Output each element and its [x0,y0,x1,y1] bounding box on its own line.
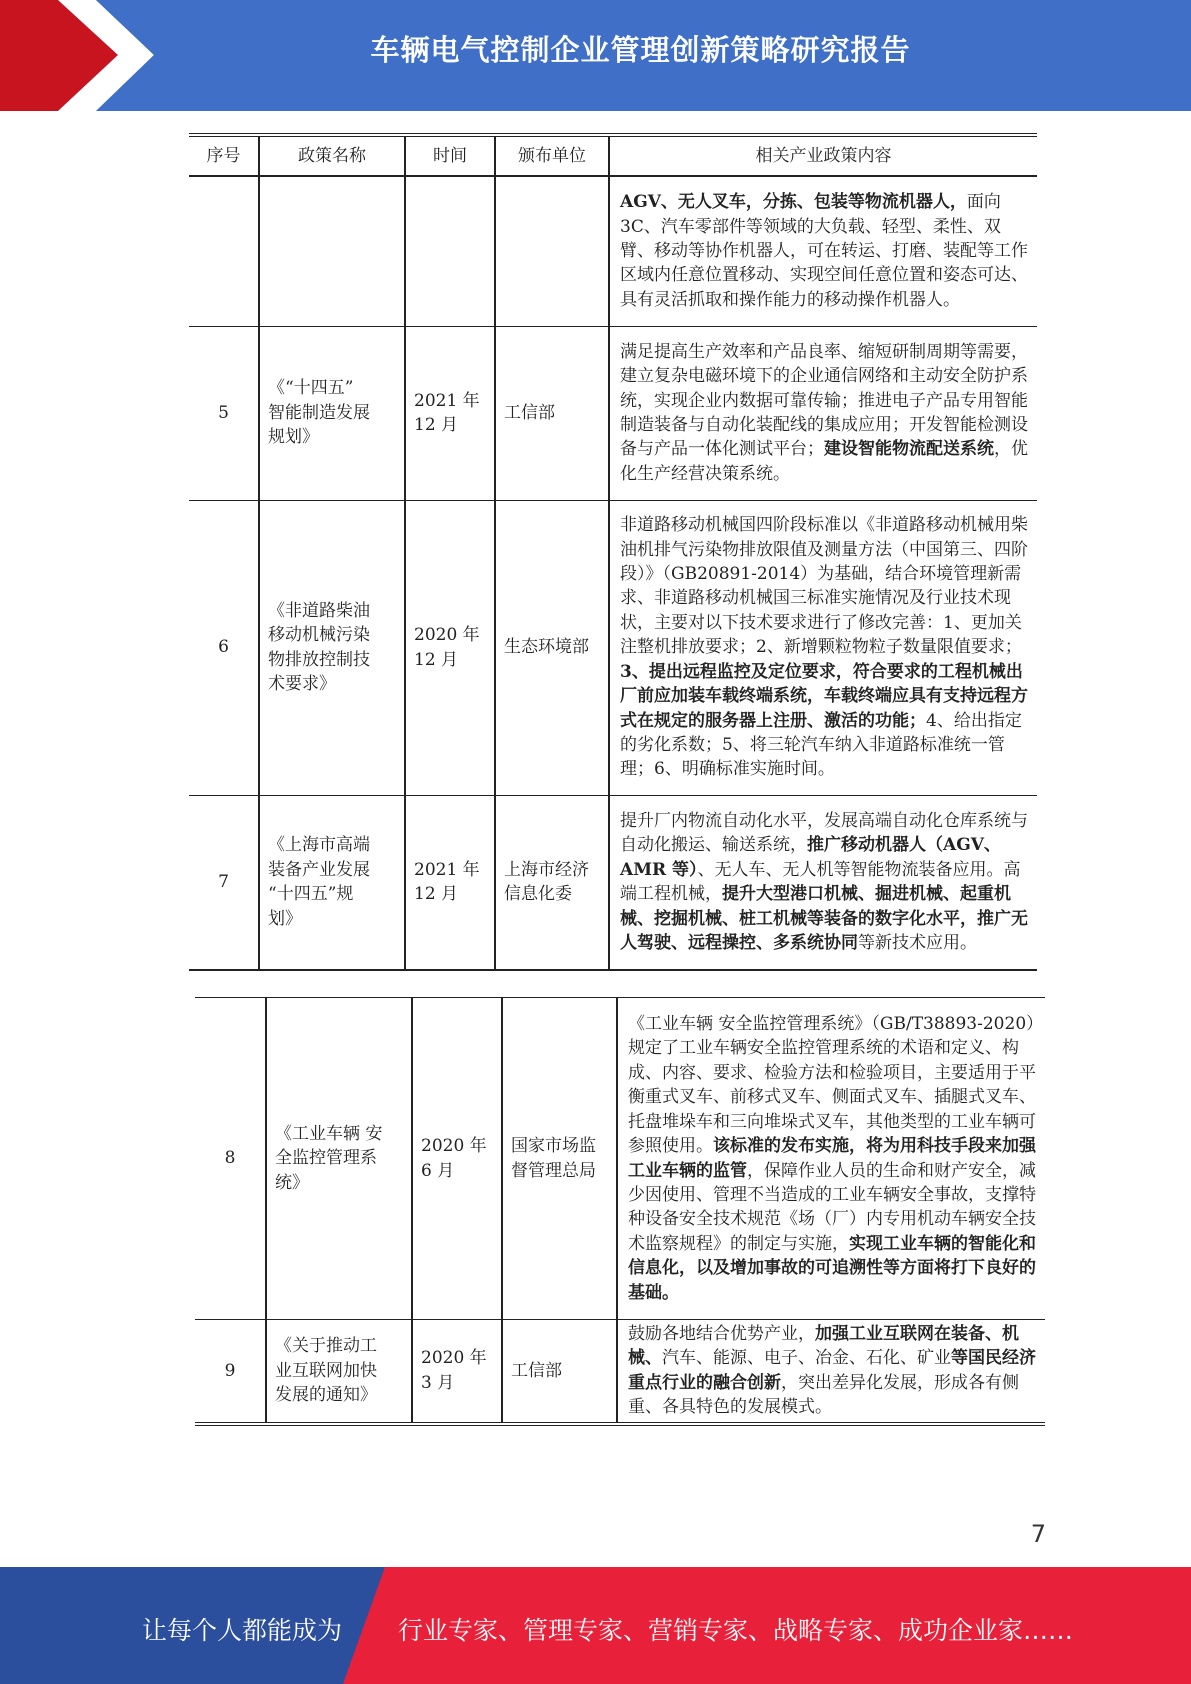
table-row [189,795,1037,970]
cell-issuer [502,998,617,1320]
cell-issuer-text: 国家市场监 督管理总局 [511,1136,596,1181]
cell-issuer-text: 工信部 [511,1360,562,1381]
content-text: 鼓励各地结合优势产业， [628,1324,815,1344]
table-row [195,998,1045,1320]
cell-time-text: 2021 年 12 月 [414,859,480,905]
content-text: 提升厂内物流自动化水平，发展高端自动化仓库系统与自动化搬运、输送系统， [620,811,1028,856]
header-serial: 序号 [189,135,259,176]
content-text: 非道路移动机械国四阶段标准以《非道路移动机械用柴油机排气污染物排放限值及测量方法（中国第三、四阶段）》（GB20891-2014）为基础，结合环境管理新需求、非道路移动机械国三标准实施情况及行业技术现状，主要对以下技术要求进行了修改完善：1、更加关注整机排放要求；2、新增颗粒物粒子数量限值要求； [620,515,1028,658]
policy-table-part2 [195,997,1045,1426]
table-row [195,1320,1045,1424]
cell-time [405,326,495,500]
footer-slogan-right: 行业专家、管理专家、营销专家、战略专家、成功企业家…… [398,1616,1074,1645]
content-emphasis: 实现工业车辆的智能化和信息化，以及增加事故的可追溯性等方面将打下良好的基础。 [628,1233,1036,1303]
cell-policy-content [609,326,1037,500]
cell-policy-name-text: 《“十四五” 智能制造发展 规划》 [268,378,370,448]
cell-time [412,998,502,1320]
content-emphasis: 推广移动机器人（AGV、AMR 等） [620,835,1001,880]
cell-issuer [502,1320,617,1424]
content-emphasis: 提升大型港口机械、掘进机械、起重机械、挖掘机械、桩工机械等装备的数字化水平，推广无人驾驶、远程操控、多系统协同 [620,884,1028,954]
cell-time-text: 2020 年 12 月 [414,625,480,670]
table-header-row [189,135,1037,176]
cell-policy-content [609,176,1037,326]
page-footer [0,1567,1191,1684]
cell-time [405,795,495,970]
cell-issuer-text: 上海市经济 信息化委 [504,859,589,905]
table-row [189,176,1037,326]
header-policy-name: 政策名称 [259,135,405,176]
content-emphasis: AGV、无人叉车，分拣、包装等物流机器人， [620,192,967,213]
cell-policy-content [609,795,1037,970]
cell-time [412,1320,502,1424]
cell-policy-name [259,795,405,970]
cell-serial [189,326,259,500]
cell-serial [195,1320,266,1424]
cell-issuer-text: 生态环境部 [504,637,589,658]
cell-serial [189,795,259,970]
cell-policy-name [259,176,405,326]
cell-policy-name-text: 《关于推动工 业互联网加快 发展的通知》 [275,1336,377,1406]
content-text: 等新技术应用。 [858,933,977,954]
cell-time-text: 2020 年 3 月 [421,1348,487,1393]
report-title: 车辆电气控制企业管理创新策略研究报告 [370,33,911,67]
policy-table-part1 [189,133,1037,971]
cell-serial-text: 7 [218,872,229,893]
page-number: 7 [1030,1520,1046,1548]
cell-issuer [495,500,609,795]
cell-time-text: 2021 年 12 月 [414,390,480,435]
table-row [189,326,1037,500]
cell-issuer [495,326,609,500]
content-text: 4、给出指定的劣化系数；5、将三轮汽车纳入非道路标准统一管理；6、明确标准实施时间。 [620,710,1022,780]
content-text: 面向 3C、汽车零部件等领域的大负载、轻型、柔性、双臂、移动等协作机器人，可在转运、打磨、装配等工作区域内任意位置移动、实现空间任意位置和姿态可达、具有灵活抓取和操作能力的移动操作机器人。 [620,192,1028,310]
header-content: 相关产业政策内容 [609,135,1037,176]
cell-policy-name-text: 《非道路柴油 移动机械污染 物排放控制技 术要求》 [268,600,370,694]
footer-slogan-left: 让每个人都能成为 [142,1616,343,1645]
cell-serial [189,500,259,795]
table-row [189,500,1037,795]
content-text: 《工业车辆 安全监控管理系统》（GB/T38893-2020）规定了工业车辆安全监控管理系统的术语和定义、构成、内容、要求、检验方法和检验项目，主要适用于平衡重式叉车、前移式叉车、侧面式叉车、插腿式叉车、托盘堆垛车和三向堆垛式叉车，其他类型的工业车辆可参照使用。 [628,1014,1036,1157]
cell-policy-content [617,1320,1045,1424]
cell-serial-text: 8 [224,1148,236,1169]
content-text: ，突出差异化发展，形成各有侧重、各具特色的发展模式。 [628,1372,1019,1418]
cell-policy-name-text: 《上海市高端 装备产业发展 “十四五”规 划》 [268,835,370,929]
cell-issuer [495,176,609,326]
cell-policy-content [609,500,1037,795]
content-text: ，保障作业人员的生命和财产安全，减少因使用、管理不当造成的工业车辆安全事故，支撑特种设备安全技术规范《场（厂）内专用机动车辆安全技术监察规程》的制定与实施， [628,1160,1036,1254]
cell-issuer [495,795,609,970]
content-text: 、无人车、无人机等智能物流装备应用。高端工程机械， [620,859,1021,905]
content-text: 满足提高生产效率和产品良率、缩短研制周期等需要，建立复杂电磁环境下的企业通信网络和主动安全防护系统，实现企业内数据可靠传输；推进电子产品专用智能制造装备与自动化装配线的集成应用；开发智能检测设备与产品一体化测试平台； [620,341,1028,460]
header-time: 时间 [405,135,495,176]
cell-policy-name-text: 《工业车辆 安 全监控管理系 统》 [275,1123,383,1193]
cell-serial-text: 6 [218,637,229,658]
cell-policy-name [259,326,405,500]
page-header [0,0,1191,111]
content-emphasis: 等国民经济重点行业的融合创新 [628,1348,1036,1393]
content-emphasis: 该标准的发布实施，将为用科技手段来加强工业车辆的监管 [628,1136,1036,1181]
cell-issuer-text: 工信部 [504,402,555,423]
cell-policy-content [617,998,1045,1320]
cell-policy-name [266,1320,412,1424]
cell-serial-text: 5 [218,402,229,423]
content-emphasis: 3、提出远程监控及定位要求，符合要求的工程机械出厂前应加装车载终端系统，车载终端应具有支持远程方式在规定的服务器上注册、激活的功能； [620,661,1028,731]
cell-policy-name [259,500,405,795]
cell-policy-name [266,998,412,1320]
header-issuer: 颁布单位 [495,135,609,176]
cell-serial [189,176,259,326]
cell-time [405,176,495,326]
content-emphasis: 加强工业互联网在装备、机械、 [628,1324,1019,1369]
cell-time-text: 2020 年 6 月 [421,1136,487,1181]
content-emphasis: 建设智能物流配送系统 [824,439,994,460]
cell-time [405,500,495,795]
cell-serial [195,998,266,1320]
cell-serial-text: 9 [224,1360,236,1381]
content-text: 汽车、能源、电子、冶金、石化、矿业 [662,1348,951,1369]
content-text: ，优化生产经营决策系统。 [620,439,1028,484]
